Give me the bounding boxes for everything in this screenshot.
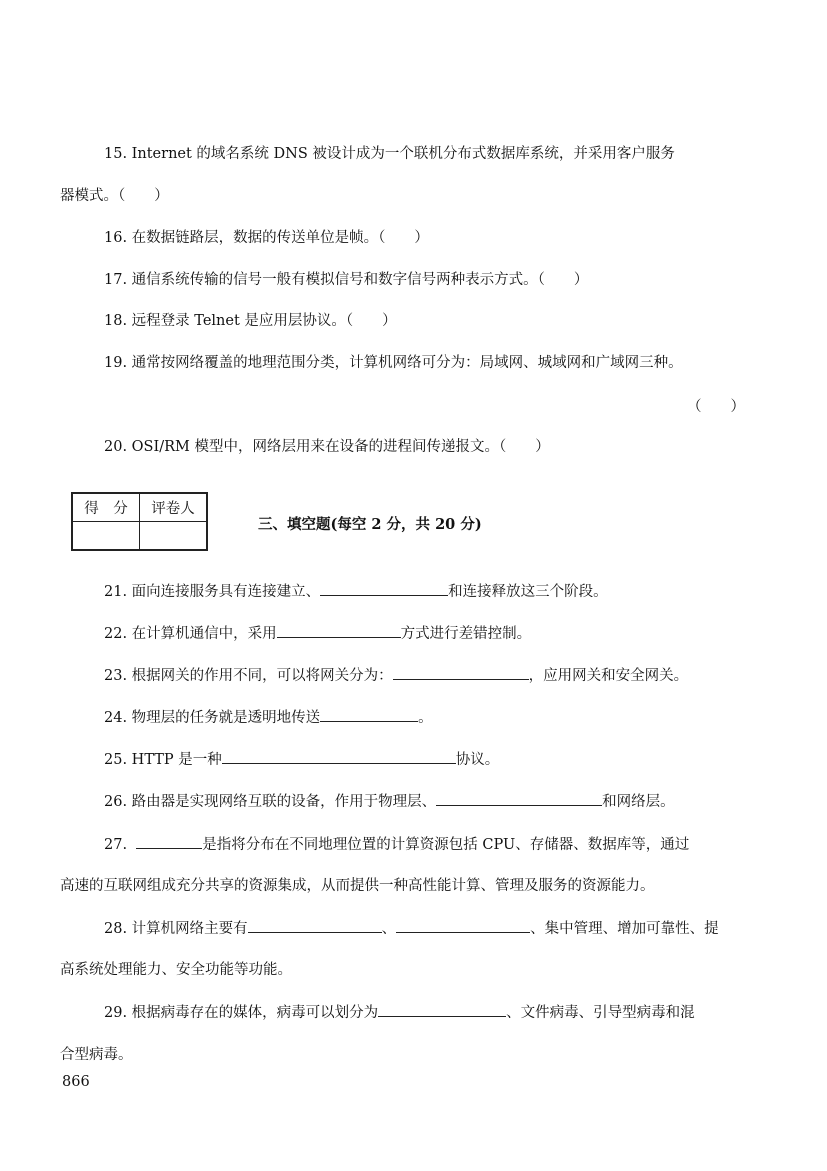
answer-blank bbox=[393, 665, 529, 680]
grader-cell bbox=[140, 522, 208, 551]
answer-blank bbox=[320, 581, 448, 596]
question-29-line2: 合型病毒。 bbox=[60, 1047, 133, 1063]
score-table bbox=[71, 492, 208, 551]
answer-blank bbox=[277, 623, 401, 638]
question-15-line2: 器模式。（ ） bbox=[60, 188, 169, 204]
question-27-line2: 高速的互联网组成充分共享的资源集成，从而提供一种高性能计算、管理及服务的资源能力。 bbox=[60, 878, 655, 894]
question-26: 26. 路由器是实现网络互联的设备，作用于物理层、 和网络层。 bbox=[104, 791, 750, 812]
question-25: 25. HTTP 是一种 协议。 bbox=[104, 749, 750, 770]
question-18: 18. 远程登录 Telnet 是应用层协议。（ ） bbox=[104, 313, 397, 329]
score-header: 得 分 bbox=[72, 493, 140, 522]
answer-blank bbox=[248, 918, 382, 933]
question-21: 21. 面向连接服务具有连接建立、 和连接释放这三个阶段。 bbox=[104, 581, 750, 602]
question-28-line1: 28. 计算机网络主要有 、 、集中管理、增加可靠性、提 bbox=[104, 918, 750, 939]
answer-blank bbox=[136, 834, 202, 849]
question-19-answer-parens: （ ） bbox=[687, 399, 745, 415]
answer-blank bbox=[320, 707, 418, 722]
question-16: 16. 在数据链路层，数据的传送单位是帧。（ ） bbox=[104, 230, 429, 246]
question-28-line2: 高系统处理能力、安全功能等功能。 bbox=[60, 962, 292, 978]
answer-blank bbox=[378, 1002, 506, 1017]
score-cell bbox=[72, 522, 140, 551]
page-number: 866 bbox=[62, 1074, 90, 1090]
question-17: 17. 通信系统传输的信号一般有模拟信号和数字信号两种表示方式。（ ） bbox=[104, 272, 589, 288]
answer-blank bbox=[396, 918, 530, 933]
grader-header: 评卷人 bbox=[140, 493, 208, 522]
question-22: 22. 在计算机通信中，采用 方式进行差错控制。 bbox=[104, 623, 750, 644]
question-20: 20. OSI/RM 模型中，网络层用来在设备的进程间传递报文。（ ） bbox=[104, 439, 550, 455]
question-15-line1: 15. Internet 的域名系统 DNS 被设计成为一个联机分布式数据库系统，并采用客户服务 bbox=[104, 146, 675, 162]
section-title: 三、填空题(每空 2 分，共 20 分) bbox=[258, 516, 482, 533]
question-24: 24. 物理层的任务就是透明地传送 。 bbox=[104, 707, 750, 728]
question-23: 23. 根据网关的作用不同，可以将网关分为： ，应用网关和安全网关。 bbox=[104, 665, 750, 686]
answer-blank bbox=[222, 749, 456, 764]
answer-blank bbox=[436, 791, 602, 806]
question-19-line1: 19. 通常按网络覆盖的地理范围分类，计算机网络可分为：局域网、城域网和广域网三种。 bbox=[104, 355, 683, 371]
question-27-line1: 27. 是指将分布在不同地理位置的计算资源包括 CPU、存储器、数据库等，通过 bbox=[104, 834, 750, 855]
question-29-line1: 29. 根据病毒存在的媒体，病毒可以划分为 、文件病毒、引导型病毒和混 bbox=[104, 1002, 750, 1023]
